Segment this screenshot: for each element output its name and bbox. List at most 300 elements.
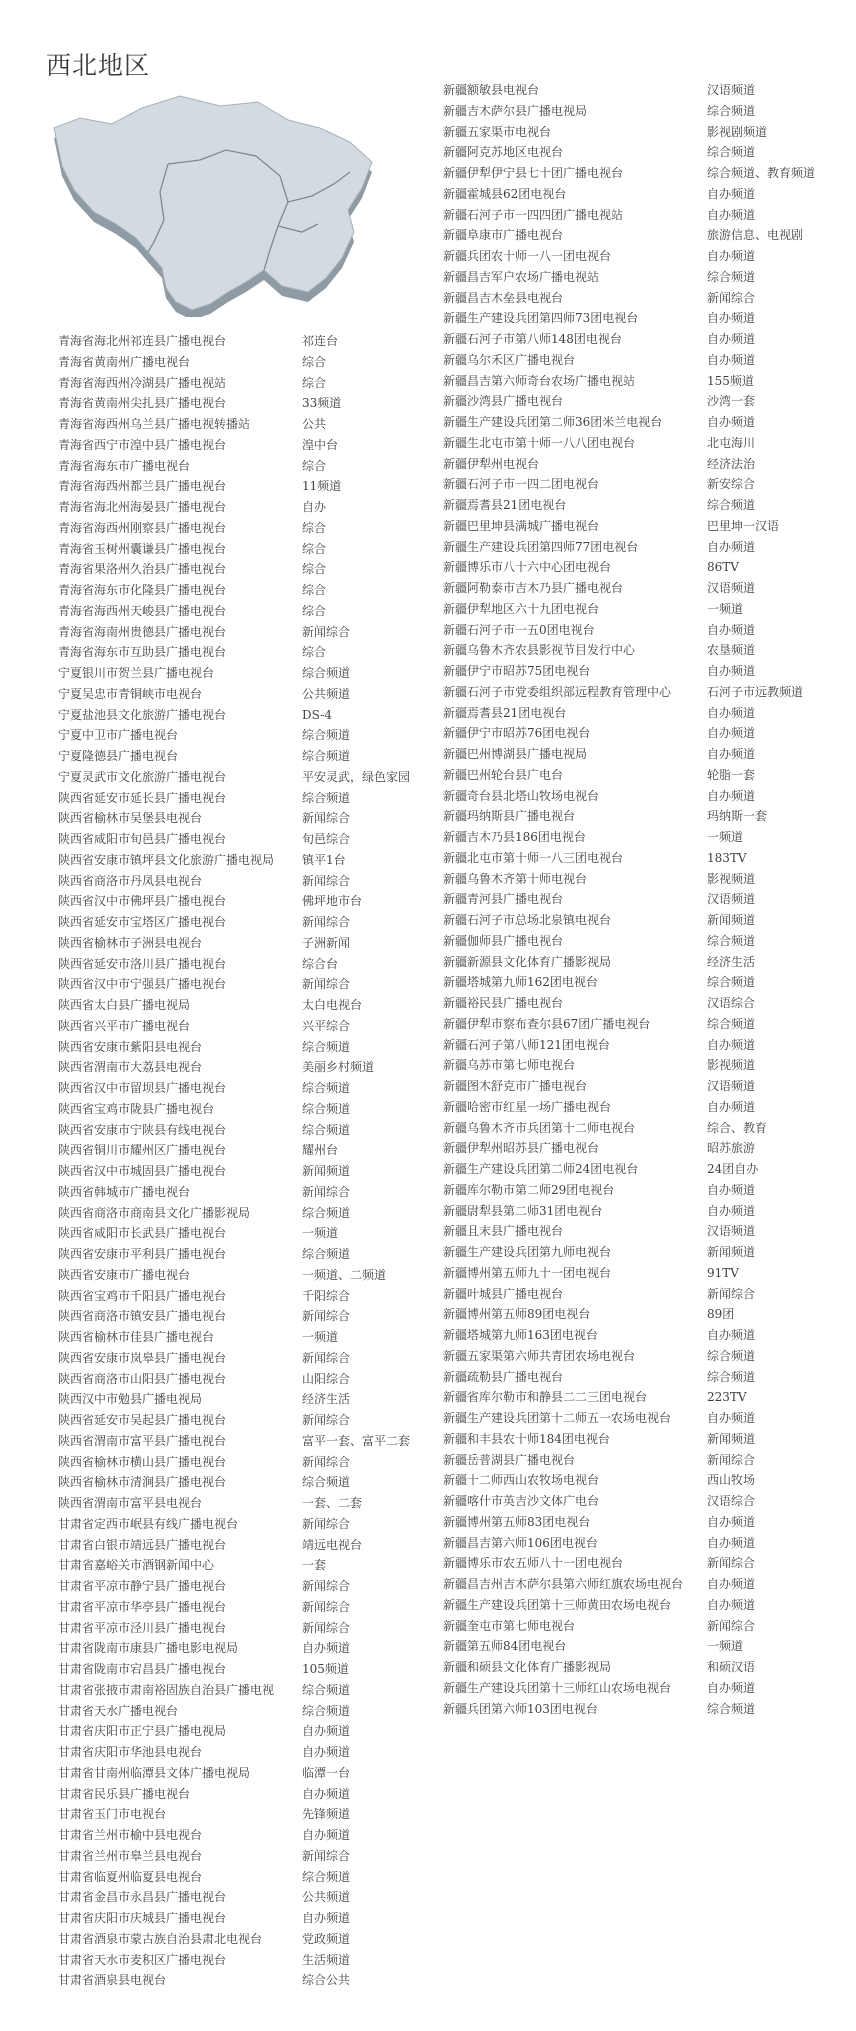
- channel-name: 耀州台: [302, 1143, 339, 1158]
- station-row: [58, 1970, 438, 1991]
- channel-name: 新闻综合: [707, 1452, 756, 1467]
- station-name: 陕西汉中市勉县广播电视局: [58, 1392, 203, 1407]
- station-row: [443, 723, 853, 744]
- station-name: 新疆十二师西山农牧场电视台: [443, 1473, 600, 1488]
- station-row: [58, 1369, 438, 1390]
- channel-name: 汉语综合: [707, 996, 756, 1010]
- station-row: [443, 225, 853, 246]
- station-row: [443, 640, 853, 661]
- channel-name: 新闻综合: [302, 624, 351, 639]
- station-row: [443, 993, 853, 1014]
- channel-name: 太白电视台: [302, 998, 363, 1012]
- channel-name: 新闻综合: [302, 1454, 351, 1469]
- channel-name: 综合频道: [707, 145, 756, 160]
- station-row: [58, 1576, 438, 1597]
- channel-name: 综合: [302, 375, 327, 390]
- station-row: [58, 1867, 438, 1888]
- station-name: 甘肃省金昌市永昌县广播电视台: [58, 1890, 227, 1905]
- station-name: 青海省果洛州久治县广播电视台: [58, 562, 227, 577]
- station-row: [443, 516, 853, 537]
- channel-name: 综合频道: [302, 749, 351, 763]
- station-row: [58, 1825, 438, 1846]
- channel-name: 综合频道: [302, 728, 351, 743]
- station-name: 新疆博州第五师83团电视台: [443, 1514, 591, 1529]
- station-name: 陕西省汉中市留坝县广播电视台: [58, 1081, 227, 1095]
- station-row: [443, 889, 853, 910]
- channel-name: 综合频道: [707, 1369, 756, 1384]
- station-name: 新疆库尔勒市第二师29团电视台: [443, 1182, 615, 1197]
- station-name: 陕西省安康市紫阳县电视台: [58, 1039, 203, 1054]
- station-name: 新疆霍城县62团电视台: [443, 186, 567, 201]
- channel-name: 综合频道: [302, 1869, 351, 1884]
- station-row: [443, 288, 853, 309]
- station-row: [58, 1929, 438, 1950]
- station-row: [58, 1535, 438, 1556]
- channel-name: 自办频道: [707, 1535, 756, 1550]
- station-name: 新疆奎屯市第七师电视台: [443, 1618, 576, 1633]
- station-row: [443, 1304, 853, 1325]
- channel-name: 新闻频道: [707, 1245, 756, 1259]
- station-row: [443, 1657, 853, 1678]
- channel-name: 生活频道: [302, 1952, 351, 1967]
- channel-name: 一频道: [302, 1330, 339, 1344]
- station-name: 宁夏中卫市广播电视台: [58, 728, 179, 743]
- station-row: [58, 373, 438, 394]
- channel-name: 综合频道: [302, 1475, 351, 1490]
- channel-name: 综合: [302, 520, 327, 535]
- station-name: 甘肃省平凉市华亭县广播电视台: [58, 1599, 227, 1614]
- station-name: 陕西省安康市岚皋县广播电视台: [58, 1350, 227, 1365]
- station-name: 陕西省韩城市广播电视台: [58, 1184, 191, 1199]
- channel-name: 一频道: [707, 830, 744, 844]
- northwest-region-map-icon: [50, 92, 380, 317]
- station-name: 新疆石河子市一四四团广播电视站: [443, 207, 624, 222]
- station-row: [58, 1555, 438, 1576]
- station-row: [443, 786, 853, 807]
- station-name: 新疆图木舒克市广播电视台: [443, 1079, 588, 1093]
- station-name: 陕西省渭南市大荔县电视台: [58, 1060, 203, 1075]
- channel-name: 自办: [302, 500, 327, 514]
- station-row: [443, 1574, 853, 1595]
- channel-name: 自办频道: [302, 1724, 351, 1739]
- channel-name: 公共频道: [302, 1890, 351, 1905]
- station-row: [443, 101, 853, 122]
- station-row: [443, 1512, 853, 1533]
- station-name: 新疆石河子市一四二团电视台: [443, 477, 600, 492]
- station-row: [443, 474, 853, 495]
- channel-name: 和硕汉语: [707, 1660, 756, 1674]
- channel-name: 自办频道: [707, 1597, 756, 1612]
- channel-name: 一频道: [707, 601, 744, 616]
- station-row: [58, 1265, 438, 1286]
- station-row: [58, 331, 438, 352]
- channel-name: 影视频道: [707, 871, 756, 886]
- station-name: 陕西省铜川市耀州区广播电视台: [58, 1143, 227, 1158]
- station-row: [443, 308, 853, 329]
- channel-name: 综合: [302, 603, 327, 618]
- station-name: 新疆伊宁市昭苏75团电视台: [443, 664, 591, 678]
- station-name: 青海省海北州海晏县广播电视台: [58, 500, 227, 514]
- channel-name: 24团自办: [707, 1162, 759, 1176]
- channel-name: 一套、二套: [302, 1496, 363, 1510]
- station-name: 新疆石河子第八师121团电视台: [443, 1037, 610, 1052]
- station-name: 陕西省榆林市吴堡县电视台: [58, 811, 203, 826]
- channel-name: 昭苏旅游: [707, 1141, 756, 1156]
- station-name: 陕西省安康市镇坪县文化旅游广播电视局: [58, 852, 275, 867]
- station-name: 新疆伽师县广播电视台: [443, 933, 564, 948]
- station-name: 新疆新源县文化体育广播影视局: [443, 954, 612, 969]
- station-name: 甘肃省庆阳市正宁县广播电视局: [58, 1724, 227, 1739]
- channel-name: 11频道: [302, 479, 342, 494]
- station-row: [58, 414, 438, 435]
- station-name: 新疆生产建设兵团第十三师红山农场电视台: [443, 1680, 672, 1695]
- station-name: 宁夏吴忠市青铜峡市电视台: [58, 686, 203, 701]
- station-row: [58, 518, 438, 539]
- station-row: [58, 580, 438, 601]
- station-row: [58, 1597, 438, 1618]
- channel-name: 汉语频道: [707, 581, 756, 595]
- channel-name: 综合频道、教育频道: [707, 166, 816, 180]
- station-row: [58, 1389, 438, 1410]
- station-row: [443, 910, 853, 931]
- station-name: 甘肃省陇南市康县广播电影电视局: [58, 1641, 239, 1656]
- channel-name: 一频道: [707, 1639, 744, 1654]
- channel-name: 公共频道: [302, 686, 351, 701]
- station-name: 新疆生产建设兵团第二师24团电视台: [443, 1162, 639, 1176]
- station-row: [58, 1493, 438, 1514]
- station-row: [58, 829, 438, 850]
- channel-name: 新闻综合: [302, 977, 351, 992]
- channel-name: 平安灵武，绿色家园: [302, 769, 411, 784]
- station-row: [58, 1223, 438, 1244]
- channel-name: 综合频道: [302, 1703, 351, 1718]
- channel-name: 新闻综合: [302, 1309, 351, 1324]
- station-name: 青海省海东市化隆县广播电视台: [58, 583, 227, 597]
- channel-name: 富平一套、富平二套: [302, 1433, 411, 1448]
- station-name: 陕西省商洛市镇安县广播电视台: [58, 1309, 227, 1324]
- station-row: [58, 705, 438, 726]
- station-row: [58, 1763, 438, 1784]
- channel-name: 自办频道: [302, 1828, 351, 1842]
- station-name: 青海省海西州天峻县广播电视台: [58, 603, 227, 618]
- station-name: 陕西省渭南市富平县广播电视台: [58, 1433, 227, 1448]
- station-name: 新疆尉犁县第二师31团电视台: [443, 1203, 603, 1218]
- station-row: [443, 972, 853, 993]
- channel-name: 新闻综合: [302, 1579, 351, 1593]
- station-row: [58, 642, 438, 663]
- station-row: [58, 1742, 438, 1763]
- station-name: 青海省西宁市湟中县广播电视台: [58, 437, 227, 452]
- station-row: [58, 1701, 438, 1722]
- channel-name: 自办频道: [302, 1911, 351, 1925]
- station-name: 新疆乌苏市第七师电视台: [443, 1058, 576, 1073]
- channel-name: 综合频道: [302, 1101, 351, 1116]
- station-name: 陕西省宝鸡市陇县广播电视台: [58, 1101, 215, 1116]
- station-name: 陕西省汉中市佛坪县广播电视台: [58, 894, 227, 909]
- station-name: 青海省海东市广播电视台: [58, 458, 191, 473]
- station-name: 新疆青河县广播电视台: [443, 892, 564, 907]
- station-name: 新疆阿克苏地区电视台: [443, 145, 564, 160]
- channel-name: 自办频道: [302, 1745, 351, 1759]
- station-row: [58, 622, 438, 643]
- left-station-list: [58, 331, 438, 1991]
- channel-name: 综合频道: [302, 666, 351, 680]
- station-row: [58, 1161, 438, 1182]
- station-name: 新疆兵团农十师一八一团电视台: [443, 249, 612, 263]
- station-row: [58, 559, 438, 580]
- station-row: [443, 1553, 853, 1574]
- station-row: [443, 931, 853, 952]
- station-name: 甘肃省民乐县广播电视台: [58, 1786, 191, 1801]
- station-name: 新疆生产建设兵团第十二师五一农场电视台: [443, 1411, 672, 1425]
- channel-name: 86TV: [707, 560, 739, 575]
- channel-name: 33频道: [302, 396, 342, 411]
- station-row: [58, 767, 438, 788]
- channel-name: 新闻综合: [302, 915, 351, 929]
- station-row: [443, 205, 853, 226]
- station-row: [58, 912, 438, 933]
- station-name: 陕西省渭南市富平县电视台: [58, 1496, 203, 1510]
- channel-name: 新闻综合: [302, 1413, 351, 1427]
- station-row: [443, 1242, 853, 1263]
- station-row: [443, 1429, 853, 1450]
- station-row: [443, 433, 853, 454]
- station-name: 新疆北屯市第十师一八三团电视台: [443, 850, 624, 865]
- channel-name: 105频道: [302, 1662, 349, 1676]
- station-row: [58, 1680, 438, 1701]
- channel-name: 自办频道: [707, 664, 756, 678]
- station-row: [443, 1408, 853, 1429]
- station-row: [443, 142, 853, 163]
- station-name: 新疆五家渠市电视台: [443, 124, 552, 139]
- channel-name: 综合: [302, 354, 327, 369]
- channel-name: 91TV: [707, 1265, 739, 1280]
- station-name: 陕西省商洛市丹凤县电视台: [58, 873, 203, 888]
- station-name: 陕西省宝鸡市千阳县广播电视台: [58, 1288, 227, 1303]
- station-name: 新疆博州第五师九十一团电视台: [443, 1265, 612, 1280]
- channel-name: 佛坪地市台: [302, 894, 363, 909]
- station-name: 甘肃省酒泉县电视台: [58, 1973, 167, 1988]
- channel-name: 临潭一台: [302, 1765, 351, 1780]
- station-name: 新疆昌吉木垒县电视台: [443, 290, 564, 305]
- channel-name: 汉语频道: [707, 1224, 756, 1239]
- station-row: [443, 1284, 853, 1305]
- station-name: 陕西省延安市吴起县广播电视台: [58, 1413, 227, 1427]
- station-row: [443, 246, 853, 267]
- station-name: 新疆昌吉州吉木萨尔县第六师红旗农场电视台: [443, 1577, 684, 1591]
- station-name: 新疆生产建设兵团第二师36团米兰电视台: [443, 415, 663, 429]
- station-name: 甘肃省天水市麦积区广播电视台: [58, 1952, 227, 1967]
- station-name: 陕西省商洛市商南县文化广播影视局: [58, 1205, 251, 1220]
- station-name: 新疆伊宁市昭苏76团电视台: [443, 726, 591, 741]
- channel-name: 北屯海川: [707, 435, 756, 450]
- channel-name: 自办频道: [707, 1203, 756, 1218]
- station-row: [443, 1035, 853, 1056]
- station-name: 甘肃省嘉峪关市酒钢新闻中心: [58, 1558, 215, 1573]
- station-row: [443, 329, 853, 350]
- channel-name: 公共: [302, 417, 327, 431]
- station-name: 新疆昌吉军户农场广播电视站: [443, 269, 600, 284]
- station-name: 陕西省榆林市横山县广播电视台: [58, 1454, 227, 1469]
- station-row: [443, 578, 853, 599]
- channel-name: 综合频道: [707, 975, 756, 990]
- station-row: [58, 1348, 438, 1369]
- channel-name: 综合频道: [302, 1682, 351, 1697]
- station-row: [58, 808, 438, 829]
- station-row: [58, 1410, 438, 1431]
- station-row: [58, 1327, 438, 1348]
- station-row: [58, 974, 438, 995]
- channel-name: 综合台: [302, 956, 339, 971]
- station-name: 陕西省榆林市子洲县电视台: [58, 935, 203, 950]
- channel-name: 兴平综合: [302, 1018, 351, 1033]
- channel-name: 党政频道: [302, 1931, 351, 1946]
- station-row: [443, 599, 853, 620]
- channel-name: 农垦频道: [707, 643, 756, 658]
- station-row: [58, 684, 438, 705]
- channel-name: 千阳综合: [302, 1288, 351, 1303]
- station-name: 甘肃省玉门市电视台: [58, 1807, 167, 1822]
- station-name: 新疆伊犁市察布查尔县67团广播电视台: [443, 1016, 651, 1031]
- channel-name: 自办频道: [707, 311, 756, 326]
- station-row: [58, 663, 438, 684]
- station-row: [443, 703, 853, 724]
- station-row: [58, 497, 438, 518]
- channel-name: 汉语综合: [707, 1494, 756, 1508]
- station-row: [58, 1016, 438, 1037]
- station-name: 新疆博州第五师89团电视台: [443, 1307, 591, 1322]
- channel-name: 新闻综合: [302, 873, 351, 888]
- station-row: [443, 682, 853, 703]
- station-name: 新疆和硕县文化体育广播影视局: [443, 1660, 612, 1674]
- station-row: [443, 1097, 853, 1118]
- station-row: [443, 1201, 853, 1222]
- station-row: [443, 661, 853, 682]
- station-row: [58, 1452, 438, 1473]
- station-row: [58, 788, 438, 809]
- channel-name: 沙湾一套: [707, 394, 756, 409]
- channel-name: 旅游信息、电视剧: [707, 228, 804, 243]
- station-row: [58, 954, 438, 975]
- station-row: [443, 1450, 853, 1471]
- station-row: [443, 371, 853, 392]
- channel-name: 自办频道: [707, 539, 756, 554]
- station-name: 青海省玉树州囊谦县广播电视台: [58, 541, 227, 556]
- station-name: 新疆裕民县广播电视台: [443, 996, 564, 1010]
- station-row: [58, 1514, 438, 1535]
- channel-name: 经济法治: [707, 456, 756, 471]
- station-name: 甘肃省白银市靖远县广播电视台: [58, 1537, 227, 1552]
- station-row: [443, 1367, 853, 1388]
- station-name: 甘肃省临夏州临夏县电视台: [58, 1869, 203, 1884]
- channel-name: 新闻综合: [707, 1286, 756, 1301]
- station-name: 新疆岳普湖县广播电视台: [443, 1452, 576, 1467]
- station-name: 甘肃省庆阳市华池县电视台: [58, 1745, 203, 1759]
- station-row: [58, 850, 438, 871]
- station-name: 新疆生产建设兵团第四师73团电视台: [443, 311, 639, 326]
- station-name: 陕西省汉中市宁强县广播电视台: [58, 977, 227, 992]
- station-name: 新疆省库尔勒市和静县二二三团电视台: [443, 1390, 648, 1405]
- station-name: 新疆吉木乃县186团电视台: [443, 830, 586, 844]
- channel-name: 玛纳斯一套: [707, 809, 768, 824]
- station-row: [443, 1387, 853, 1408]
- channel-name: 自办频道: [707, 726, 756, 741]
- channel-name: 综合频道: [707, 933, 756, 948]
- channel-name: 223TV: [707, 1390, 747, 1405]
- station-row: [443, 557, 853, 578]
- channel-name: 自办频道: [707, 1411, 756, 1425]
- station-name: 新疆叶城县广播电视台: [443, 1286, 564, 1301]
- station-name: 新疆生北屯市第十师一八八团电视台: [443, 435, 636, 450]
- station-name: 新疆巴里坤县满城广播电视台: [443, 518, 600, 533]
- station-row: [443, 1595, 853, 1616]
- station-name: 陕西省安康市广播电视台: [58, 1267, 191, 1282]
- channel-name: 综合、教育: [707, 1120, 768, 1135]
- station-row: [443, 744, 853, 765]
- station-row: [443, 1636, 853, 1657]
- station-row: [443, 806, 853, 827]
- station-row: [443, 80, 853, 101]
- station-row: [443, 1055, 853, 1076]
- station-name: 新疆巴州博湖县广播电视局: [443, 747, 588, 761]
- channel-name: 新闻综合: [707, 1618, 756, 1633]
- channel-name: 汉语频道: [707, 892, 756, 907]
- channel-name: 山阳综合: [302, 1371, 351, 1386]
- channel-name: 自办频道: [302, 1786, 351, 1801]
- station-name: 新疆焉耆县21团电视台: [443, 498, 567, 512]
- station-row: [58, 1120, 438, 1141]
- station-name: 新疆乌尔禾区广播电视台: [443, 352, 576, 367]
- station-name: 新疆石河子市一五0团电视台: [443, 622, 595, 637]
- channel-name: 一频道、二频道: [302, 1267, 387, 1282]
- station-row: [58, 995, 438, 1016]
- channel-name: 新闻综合: [302, 1620, 351, 1635]
- channel-name: 自办频道: [707, 415, 756, 429]
- channel-name: 新闻频道: [707, 913, 756, 927]
- channel-name: 祁连台: [302, 334, 339, 348]
- station-name: 青海省海北州祁连县广播电视台: [58, 334, 227, 348]
- channel-name: 自办频道: [707, 1328, 756, 1342]
- station-name: 陕西省太白县广播电视局: [58, 998, 191, 1012]
- channel-name: 综合: [302, 562, 327, 577]
- station-name: 宁夏灵武市文化旅游广播电视台: [58, 769, 227, 784]
- channel-name: 靖远电视台: [302, 1537, 363, 1552]
- station-row: [443, 1076, 853, 1097]
- station-row: [58, 1721, 438, 1742]
- station-name: 新疆乌鲁木齐市兵团第十二师电视台: [443, 1120, 636, 1135]
- station-name: 青海省海南州贵德县广播电视台: [58, 624, 227, 639]
- station-row: [58, 933, 438, 954]
- channel-name: 自办频道: [707, 747, 756, 761]
- station-row: [58, 1140, 438, 1161]
- station-name: 甘肃省平凉市泾川县广播电视台: [58, 1620, 227, 1635]
- station-name: 甘肃省酒泉市蒙古族自治县肃北电视台: [58, 1931, 263, 1946]
- channel-name: 影视剧频道: [707, 124, 768, 139]
- channel-name: 综合频道: [302, 1247, 351, 1261]
- station-name: 新疆玛纳斯县广播电视台: [443, 809, 576, 824]
- channel-name: 湟中台: [302, 437, 339, 452]
- channel-name: 自办频道: [707, 1099, 756, 1114]
- channel-name: 自办频道: [302, 1641, 351, 1656]
- channel-name: DS-4: [302, 707, 332, 722]
- channel-name: 综合频道: [302, 790, 351, 805]
- station-row: [443, 1221, 853, 1242]
- station-row: [58, 1078, 438, 1099]
- station-row: [443, 848, 853, 869]
- station-name: 青海省黄南州尖扎县广播电视台: [58, 396, 227, 411]
- station-name: 新疆喀什市英吉沙文体广电台: [443, 1494, 600, 1508]
- station-row: [58, 601, 438, 622]
